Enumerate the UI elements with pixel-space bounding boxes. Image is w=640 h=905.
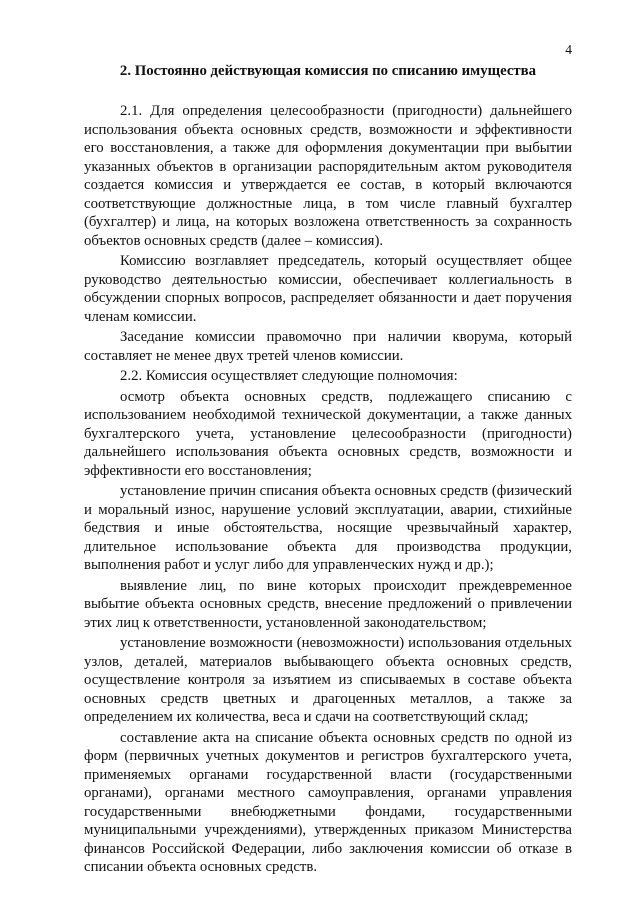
paragraph: Комиссию возглавляет председатель, который осуществляет общее руководство деятельностью комиссии, обеспечивает коллегиальность в обсуждении спорных вопросов, распределяет обязанности и дает поручения членам комиссии.: [84, 253, 572, 325]
body-text: [84, 102, 572, 877]
paragraph: установление причин списания объекта основных средств (физический и моральный износ, нарушение условий эксплуатации, аварии, стихийные бедствия и иные обстоятельства, носящие чрезвычайный характер, длительное использование объекта для производства продукции, выполнения работ и услуг либо для управленческих нужд и др.);: [84, 483, 572, 573]
paragraph: составление акта на списание объекта основных средств по одной из форм (первичных учетных документов и регистров бухгалтерского учета, применяемых органами государственной власти (государственными органами), органами местного самоуправления, органами управления государственными внебюджетными фондами, государственными муниципальными учреждениями), утвержденных приказом Министерства финансов Российской Федерации, либо заключения комиссии об отказе в списании объекта основных средств.: [84, 729, 572, 875]
paragraph: осмотр объекта основных средств, подлежащего списанию с использованием необходимой технической документации, а также данных бухгалтерского учета, установление целесообразности (пригодности) дальнейшего использования объекта основных средств, возможности и эффективности его восстановления;: [84, 388, 572, 479]
paragraph: установление возможности (невозможности) использования отдельных узлов, деталей, материалов выбывающего объекта основных средств, осуществление контроля за изъятием из списываемых в составе объекта основных средств цветных и драгоценных металлов, а также за определением их количества, веса и сдачи на соответствующий склад;: [84, 635, 572, 725]
page-number: 4: [565, 42, 572, 57]
paragraph: выявление лиц, по вине которых происходит преждевременное выбытие объекта основных средств, внесение предложений о привлечении этих лиц к ответственности, установленной законодательством;: [84, 577, 572, 631]
section-title: 2. Постоянно действующая комиссия по списанию имущества: [119, 63, 537, 79]
paragraph: 2.2. Комиссия осуществляет следующие полномочия:: [120, 368, 458, 384]
paragraph: 2.1. Для определения целесообразности (пригодности) дальнейшего использования объекта основных средств, возможности и эффективности его восстановления, а также для оформления документации при выбытии указанных объектов в организации распорядительным актом руководителя создается комиссия и утверждается ее состав, в который включаются соответствующие должностные лица, в том числе главный бухгалтер (бухгалтер) и лица, на которых возложена ответственность за сохранность объектов основных средств (далее – комиссия).: [84, 103, 572, 249]
paragraph: Заседание комиссии правомочно при наличии кворума, который составляет не менее двух третей членов комиссии.: [84, 329, 572, 364]
